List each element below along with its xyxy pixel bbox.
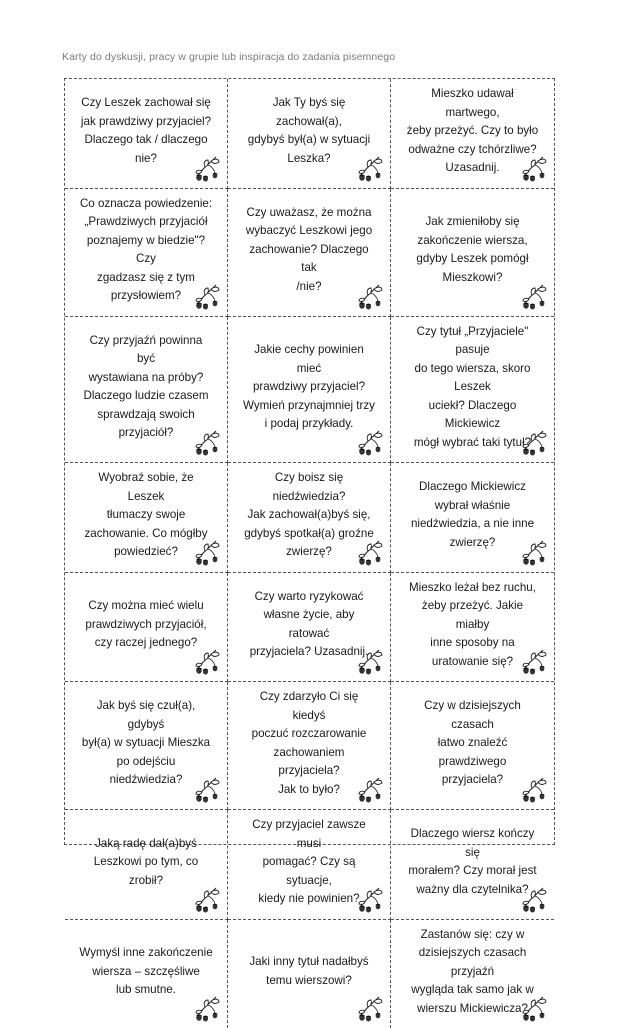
card-question: Dlaczego wiersz kończy się morałem? Czy morał jest ważny dla czytelnika?: [405, 825, 540, 899]
acorn-branch-icon: [517, 282, 547, 310]
card-question: Czy zdarzyło Ci się kiedyś poczuć rozczarowanie zachowaniem przyjaciela? Jak to było?: [242, 688, 376, 799]
acorn-branch-icon: [517, 885, 547, 913]
page-title: Karty do dyskusji, pracy w grupie lub inspiracja do zadania pisemnego: [62, 51, 395, 63]
discussion-card: [391, 573, 554, 683]
discussion-card: [228, 463, 391, 573]
acorn-branch-icon: [190, 428, 220, 456]
discussion-card: [65, 79, 228, 189]
discussion-card: [391, 79, 554, 189]
card-grid: [64, 78, 555, 845]
acorn-branch-icon: [190, 538, 220, 566]
card-question: Czy boisz się niedźwiedzia? Jak zachował(a)byś się, gdybyś spotkał(a) groźne zwierzę?: [242, 469, 376, 562]
card-question: Co oznacza powiedzenie: „Prawdziwych przyjaciół poznajemy w biedzie"? Czy zgadzasz się z tym przysłowiem?: [79, 195, 213, 306]
acorn-branch-icon: [190, 775, 220, 803]
discussion-card: [391, 463, 554, 573]
acorn-branch-icon: [517, 538, 547, 566]
acorn-branch-icon: [517, 994, 547, 1022]
acorn-branch-icon: [353, 885, 383, 913]
card-question: Zastanów się: czy w dzisiejszych czasach przyjaźń wygląda tak samo jak w wierszu Mickiewicza?: [405, 926, 540, 1019]
card-question: Czy w dzisiejszych czasach łatwo znaleźć prawdziwego przyjaciela?: [405, 697, 540, 790]
acorn-branch-icon: [190, 994, 220, 1022]
card-question: Czy warto ryzykować własne życie, aby ratować przyjaciela? Uzasadnij.: [242, 588, 376, 662]
card-question: Wyobraź sobie, że Leszek tłumaczy swoje zachowanie. Co mógłby powiedzieć?: [79, 469, 213, 562]
discussion-card: [391, 189, 554, 317]
card-question: Jaki inny tytuł nadałbyś temu wierszowi?: [249, 953, 368, 990]
discussion-card: [65, 920, 228, 1028]
card-question: Mieszko leżał bez ruchu, żeby przeżyć. Jakie miałby inne sposoby na uratowanie się?: [405, 579, 540, 672]
card-question: Jak byś się czuł(a), gdybyś był(a) w sytuacji Mieszka po odejściu niedźwiedzia?: [79, 697, 213, 790]
discussion-card: [391, 920, 554, 1028]
card-question: Jak Ty byś się zachował(a), gdybyś był(a) w sytuacji Leszka?: [242, 94, 376, 168]
discussion-card: [228, 810, 391, 920]
discussion-card: [228, 79, 391, 189]
acorn-branch-icon: [517, 775, 547, 803]
card-question: Jakie cechy powinien mieć prawdziwy przyjaciel? Wymień przynajmniej trzy i podaj przykłady.: [242, 341, 376, 434]
acorn-branch-icon: [517, 428, 547, 456]
card-question: Jak zmieniłoby się zakończenie wiersza, gdyby Leszek pomógł Mieszkowi?: [416, 213, 528, 287]
card-question: Mieszko udawał martwego, żeby przeżyć. Czy to było odważne czy tchórzliwe? Uzasadnij.: [405, 85, 540, 178]
discussion-card: [228, 920, 391, 1028]
card-question: Czy tytuł „Przyjaciele" pasuje do tego wiersza, skoro Leszek uciekł? Dlaczego Mickiewicz mógł wybrać taki tytuł?: [405, 323, 540, 453]
card-question: Wymyśl inne zakończenie wiersza – szczęśliwe lub smutne.: [79, 944, 212, 1000]
discussion-card: [228, 317, 391, 464]
discussion-card: [65, 573, 228, 683]
acorn-branch-icon: [190, 282, 220, 310]
acorn-branch-icon: [190, 885, 220, 913]
card-question: Czy Leszek zachował się jak prawdziwy przyjaciel? Dlaczego tak / dlaczego nie?: [81, 94, 211, 168]
discussion-card: [391, 810, 554, 920]
discussion-card: [228, 189, 391, 317]
acorn-branch-icon: [353, 994, 383, 1022]
card-question: Dlaczego Mickiewicz wybrał właśnie niedźwiedzia, a nie inne zwierzę?: [411, 478, 534, 552]
acorn-branch-icon: [190, 154, 220, 182]
discussion-card: [65, 189, 228, 317]
acorn-branch-icon: [353, 538, 383, 566]
card-question: Czy przyjaciel zawsze musi pomagać? Czy są sytuacje, kiedy nie powinien?: [242, 816, 376, 909]
card-question: Czy można mieć wielu prawdziwych przyjaciół, czy raczej jednego?: [85, 597, 206, 653]
acorn-branch-icon: [190, 647, 220, 675]
discussion-card: [391, 682, 554, 810]
acorn-branch-icon: [517, 647, 547, 675]
discussion-card: [65, 317, 228, 464]
acorn-branch-icon: [353, 154, 383, 182]
card-question: Jaką radę dał(a)byś Leszkowi po tym, co zrobił?: [94, 835, 198, 891]
acorn-branch-icon: [353, 428, 383, 456]
card-question: Czy przyjaźń powinna być wystawiana na próby? Dlaczego ludzie czasem sprawdzają swoich przyjaciół?: [79, 332, 213, 443]
acorn-branch-icon: [517, 154, 547, 182]
card-question: Czy uważasz, że można wybaczyć Leszkowi jego zachowanie? Dlaczego tak /nie?: [242, 204, 376, 297]
discussion-card: [391, 317, 554, 464]
acorn-branch-icon: [353, 775, 383, 803]
discussion-card: [65, 682, 228, 810]
acorn-branch-icon: [353, 282, 383, 310]
discussion-card: [228, 573, 391, 683]
discussion-card: [228, 682, 391, 810]
discussion-card: [65, 463, 228, 573]
acorn-branch-icon: [353, 647, 383, 675]
discussion-card: [65, 810, 228, 920]
